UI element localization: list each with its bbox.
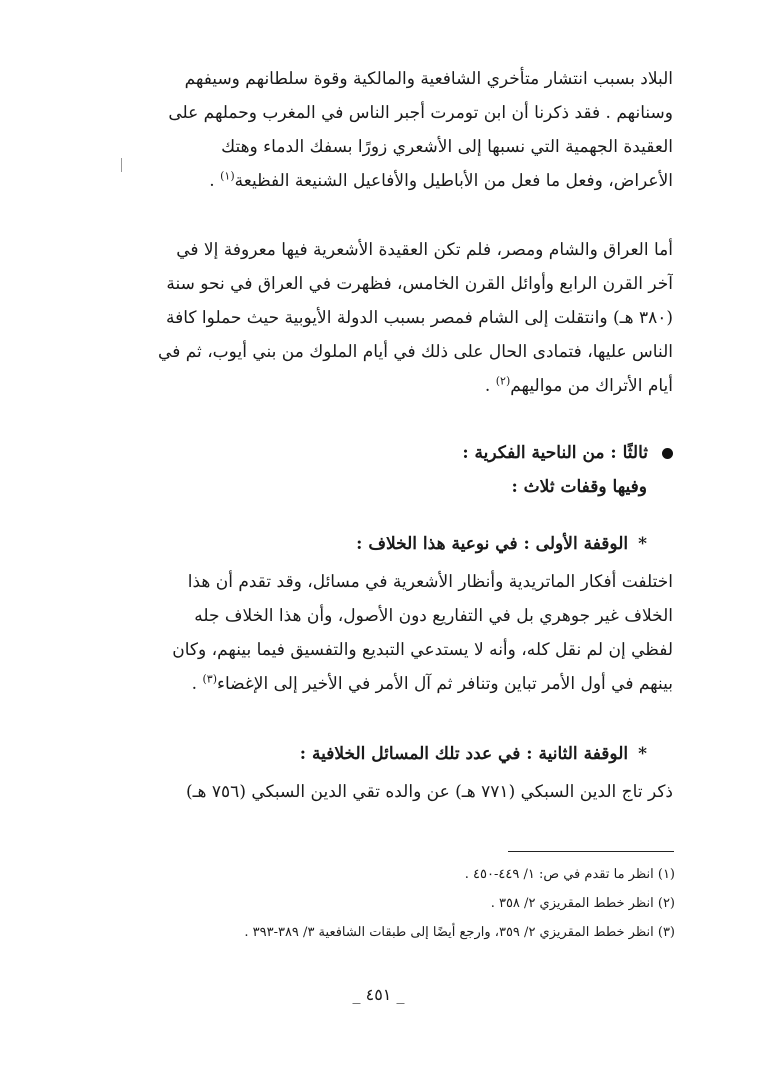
second-stop-heading (98, 737, 673, 771)
line-text: أيام الأتراك من مواليهم (510, 376, 673, 396)
text-line-last (98, 667, 673, 701)
line-tail: . (209, 171, 221, 191)
line-tail: . (191, 674, 203, 694)
text-line: الخلاف غير جوهري بل في التفاريع دون الأصول، وأن هذا الخلاف جله (194, 606, 673, 626)
first-stop-heading (98, 527, 673, 561)
section-heading-text: ثالثًا : من الناحية الفكرية : (462, 443, 648, 463)
text-line: أما العراق والشام ومصر، فلم تكن العقيدة الأشعرية فيها معروفة إلا في (176, 240, 673, 260)
line-tail: . (484, 376, 496, 396)
intro-line: وفيها وقفات ثلاث : (511, 477, 647, 497)
text-line: العقيدة الجهمية التي نسبها إلى الأشعري زورًا بسفك الدماء وهتك (221, 137, 673, 157)
text-line: اختلفت أفكار الماتريدية وأنظار الأشعرية في مسائل، وقد تقدم أن هذا (187, 572, 673, 592)
text-line: ذكر تاج الدين السبكي (٧٧١ هـ) عن والده تقي الدين السبكي (٧٥٦ هـ) (185, 782, 673, 802)
paragraph-2 (98, 233, 673, 403)
text-line: وسنانهم . فقد ذكرنا أن ابن تومرت أجبر الناس في المغرب وحملهم على (168, 103, 673, 123)
line-text: الأعراض، وفعل ما فعل من الأباطيل والأفاعيل الشنيعة الفظيعة (234, 171, 673, 191)
text-line: آخر القرن الرابع وأوائل القرن الخامس، فظهرت في العراق في نحو سنة (166, 274, 673, 294)
second-stop-heading-text: الوقفة الثانية : في عدد تلك المسائل الخلافية : (299, 744, 629, 764)
footnote-divider (508, 851, 674, 852)
asterisk-icon: * (638, 534, 647, 554)
text-line-last (98, 369, 673, 403)
text-line-last (98, 164, 673, 198)
first-stop-heading-text: الوقفة الأولى : في نوعية هذا الخلاف : (356, 534, 629, 554)
line-text: بينهم في أول الأمر تباين وتنافر ثم آل الأمر في الأخير إلى الإغضاء (217, 674, 673, 694)
second-stop (98, 737, 673, 809)
bullet-icon (662, 448, 673, 459)
section-heading-block (98, 436, 673, 504)
footnote-2: (٢) انظر خطط المقريزي ٢/ ٣٥٨ . (490, 896, 675, 911)
text-line: البلاد بسبب انتشار متأخري الشافعية والمالكية وقوة سلطانهم وسيفهم (184, 69, 673, 89)
page-number: _ ٤٥١ _ (352, 985, 405, 1004)
footnote-ref-3[interactable]: (٣) (202, 672, 217, 686)
footnote-ref-2[interactable]: (٢) (495, 374, 511, 388)
text-line: (٣٨٠ هـ) وانتقلت إلى الشام فمصر بسبب الدولة الأيوبية حيث حملوا كافة (166, 308, 673, 328)
footnotes (150, 860, 675, 947)
paragraph-1 (98, 62, 673, 198)
text-line: الناس عليها، فتمادى الحال على ذلك في أيام الملوك من بني أيوب، ثم في (158, 342, 673, 362)
footnote-3: (٣) انظر خطط المقريزي ٢/ ٣٥٩، وارجع أيضًا إلى طبقات الشافعية ٣/ ٣٨٩-٣٩٣ . (244, 925, 675, 940)
section-heading (98, 436, 673, 470)
text-line: لفظي إن لم نقل كله، وأنه لا يستدعي التبديع والتفسيق فيما بينهم، وكان (172, 640, 673, 660)
first-stop (98, 527, 673, 701)
asterisk-icon: * (638, 744, 647, 764)
footnote-ref-1[interactable]: (١) (220, 169, 235, 183)
footnote-1: (١) انظر ما تقدم في ص: ١/ ٤٤٩-٤٥٠ . (464, 867, 675, 882)
